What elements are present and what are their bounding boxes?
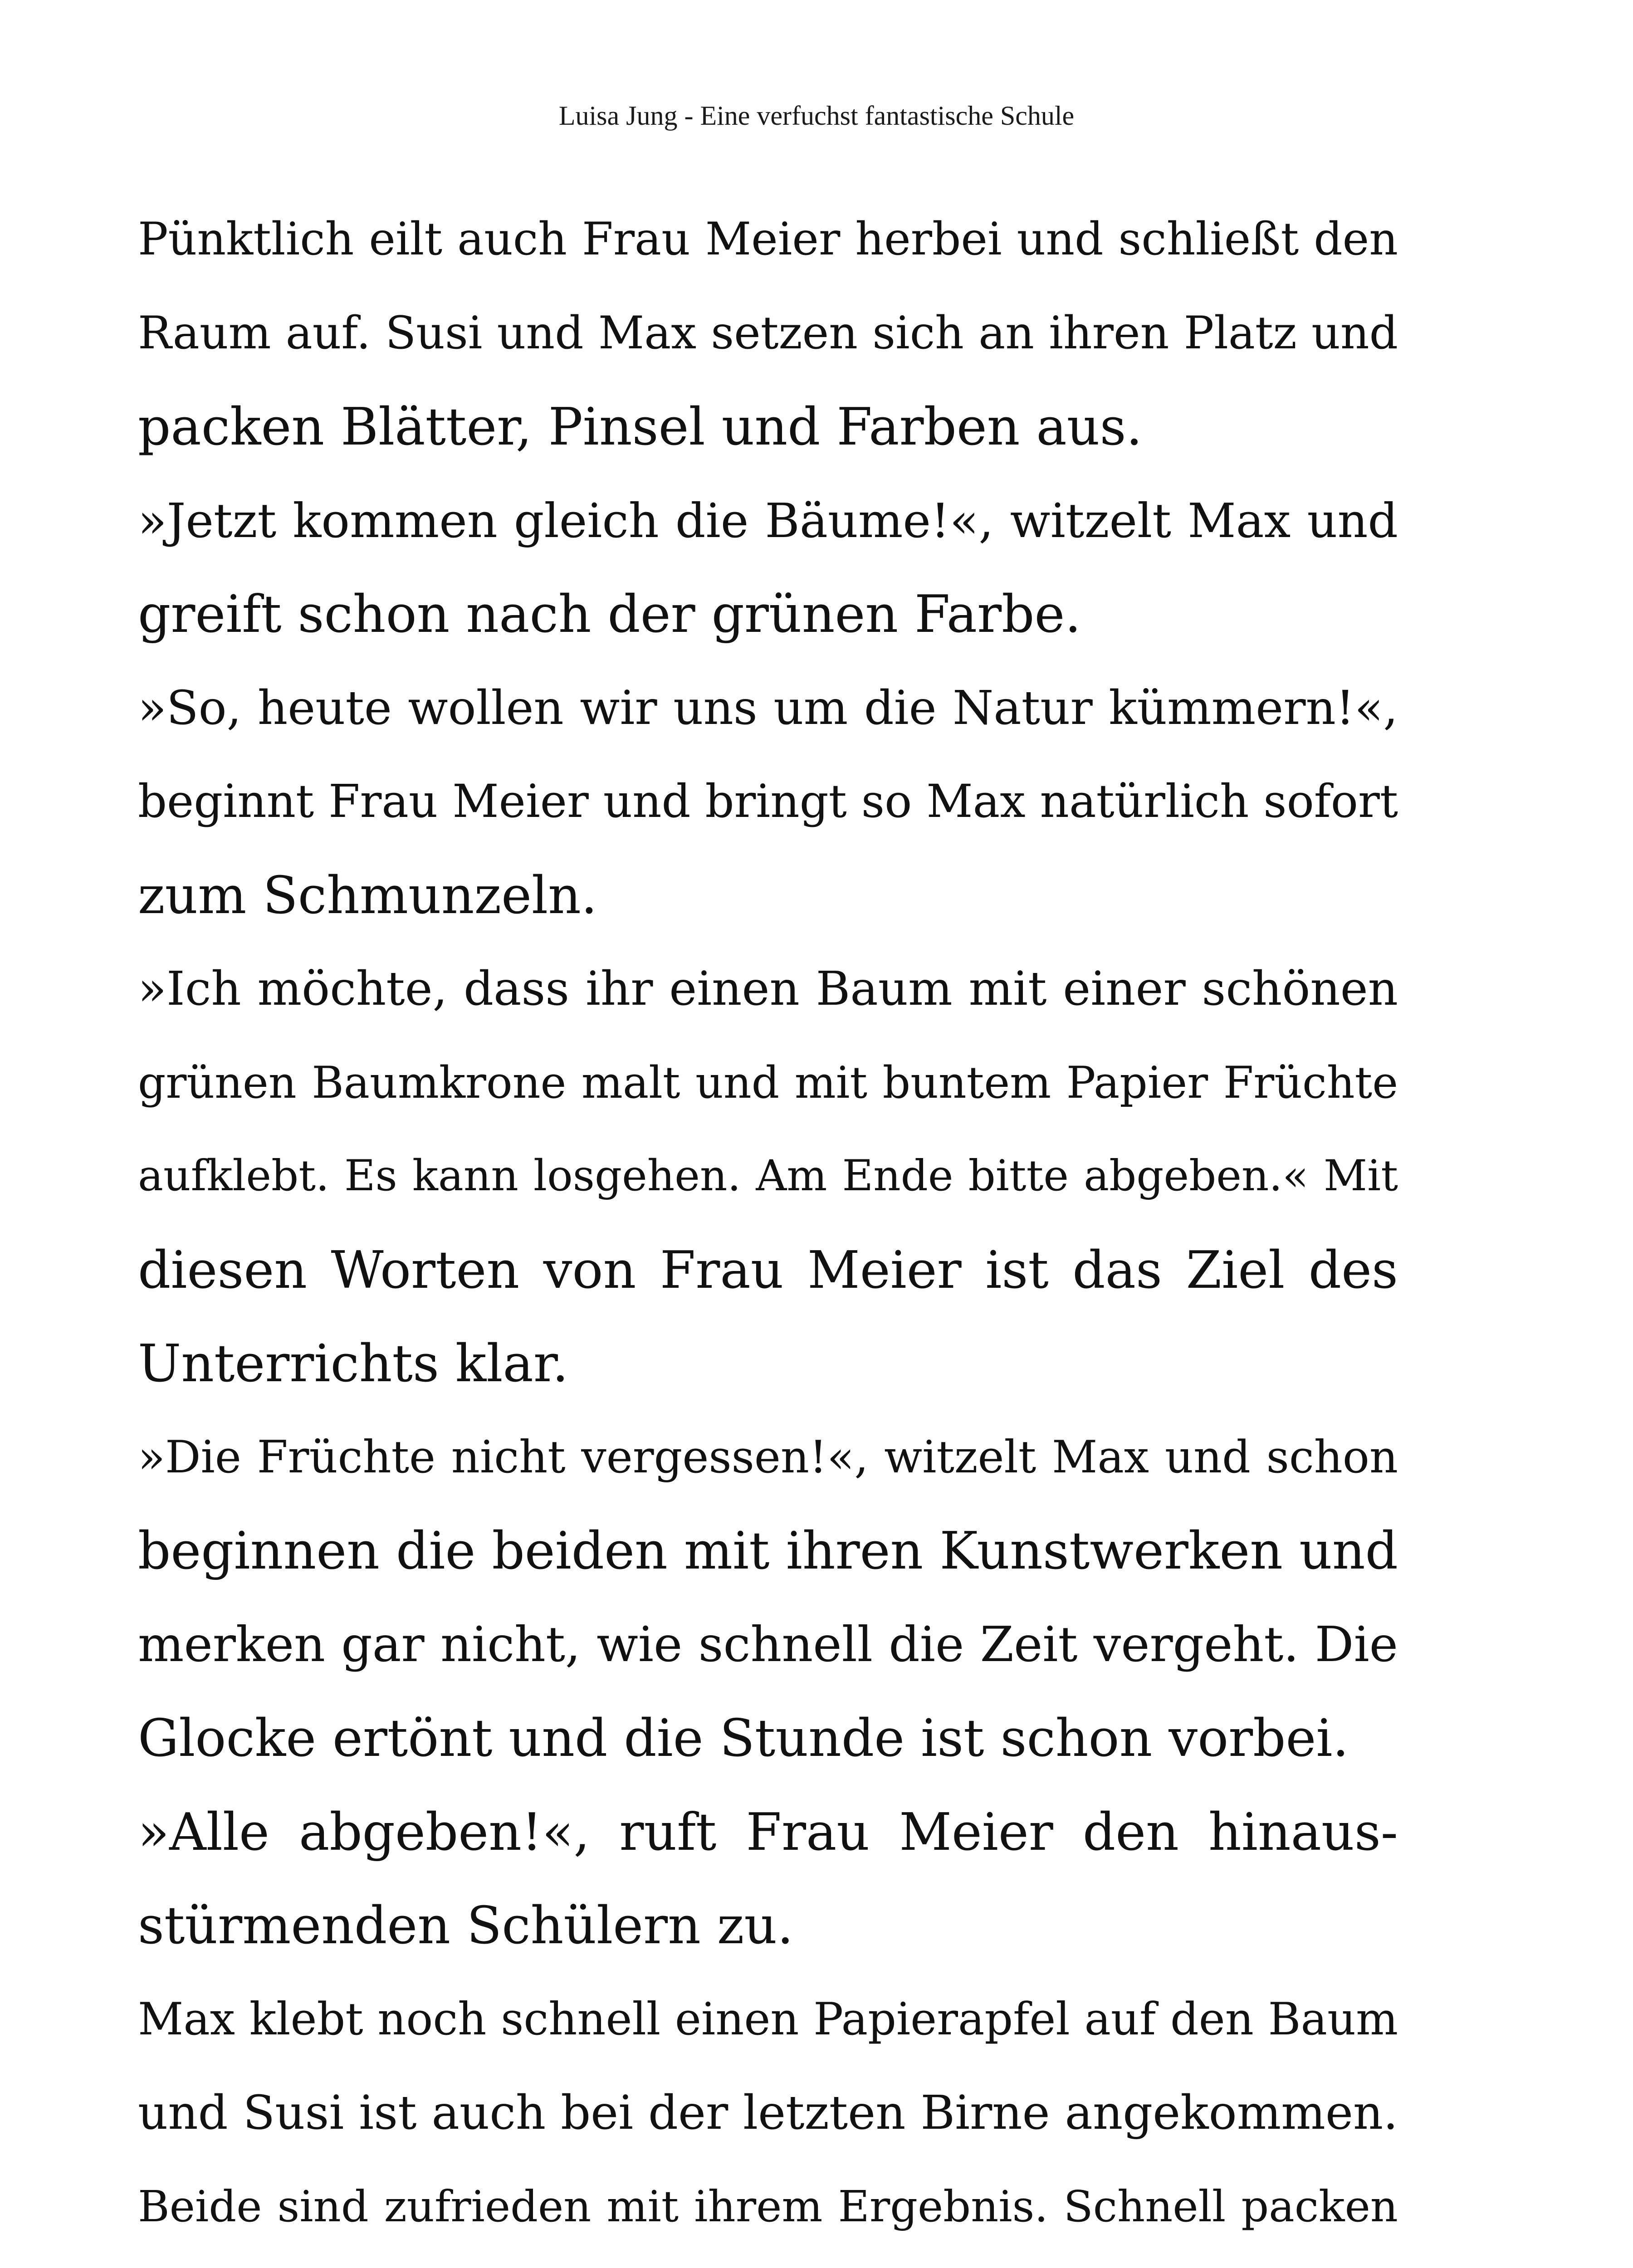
text-line: beginnt Frau Meier und bringt so Max natürlich sofort [138, 775, 1398, 828]
text-line: packen Blätter, Pinsel und Farben aus. [138, 397, 1143, 457]
text-line: und Susi ist auch bei der letzten Birne angekommen. [138, 2086, 1398, 2140]
text-line: aufklebt. Es kann losgehen. Am Ende bitte abgeben.« Mit [138, 1151, 1398, 1201]
text-line: »Die Früchte nicht vergessen!«, witzelt Max und schon [138, 1431, 1398, 1483]
text-line: Max klebt noch schnell einen Papierapfel auf den Baum [138, 1993, 1398, 2045]
text-line: stürmenden Schülern zu. [138, 1896, 794, 1955]
text-line: merken gar nicht, wie schnell die Zeit vergeht. Die [138, 1616, 1398, 1673]
running-header: Luisa Jung - Eine verfuchst fantastische Schule [558, 101, 1075, 131]
text-line: diesen Worten von Frau Meier ist das Ziel des [138, 1240, 1398, 1300]
text-line: greift schon nach der grünen Farbe. [138, 584, 1081, 644]
text-line: beginnen die beiden mit ihren Kunstwerken und [138, 1521, 1398, 1581]
text-line: Unterrichts klar. [138, 1334, 569, 1393]
text-line: grünen Baumkrone malt und mit buntem Papier Früchte [138, 1057, 1398, 1108]
text-line: »So, heute wollen wir uns um die Natur kümmern!«, [138, 680, 1398, 735]
text-line: Glocke ertönt und die Stunde ist schon vorbei. [138, 1708, 1349, 1768]
text-line: »Jetzt kommen gleich die Bäume!«, witzelt Max und [138, 493, 1398, 548]
text-line: zum Schmunzeln. [138, 865, 597, 925]
text-line: »Ich möchte, dass ihr einen Baum mit einer schönen [138, 962, 1398, 1016]
text-line: Beide sind zufrieden mit ihrem Ergebnis. Schnell packen [138, 2181, 1398, 2232]
body-text [138, 193, 1398, 2253]
text-line: Pünktlich eilt auch Frau Meier herbei und schließt den [138, 213, 1398, 265]
text-line: »Alle abgeben!«, ruft Frau Meier den hinaus- [138, 1802, 1398, 1862]
text-line: Raum auf. Susi und Max setzen sich an ihren Platz und [138, 307, 1398, 359]
